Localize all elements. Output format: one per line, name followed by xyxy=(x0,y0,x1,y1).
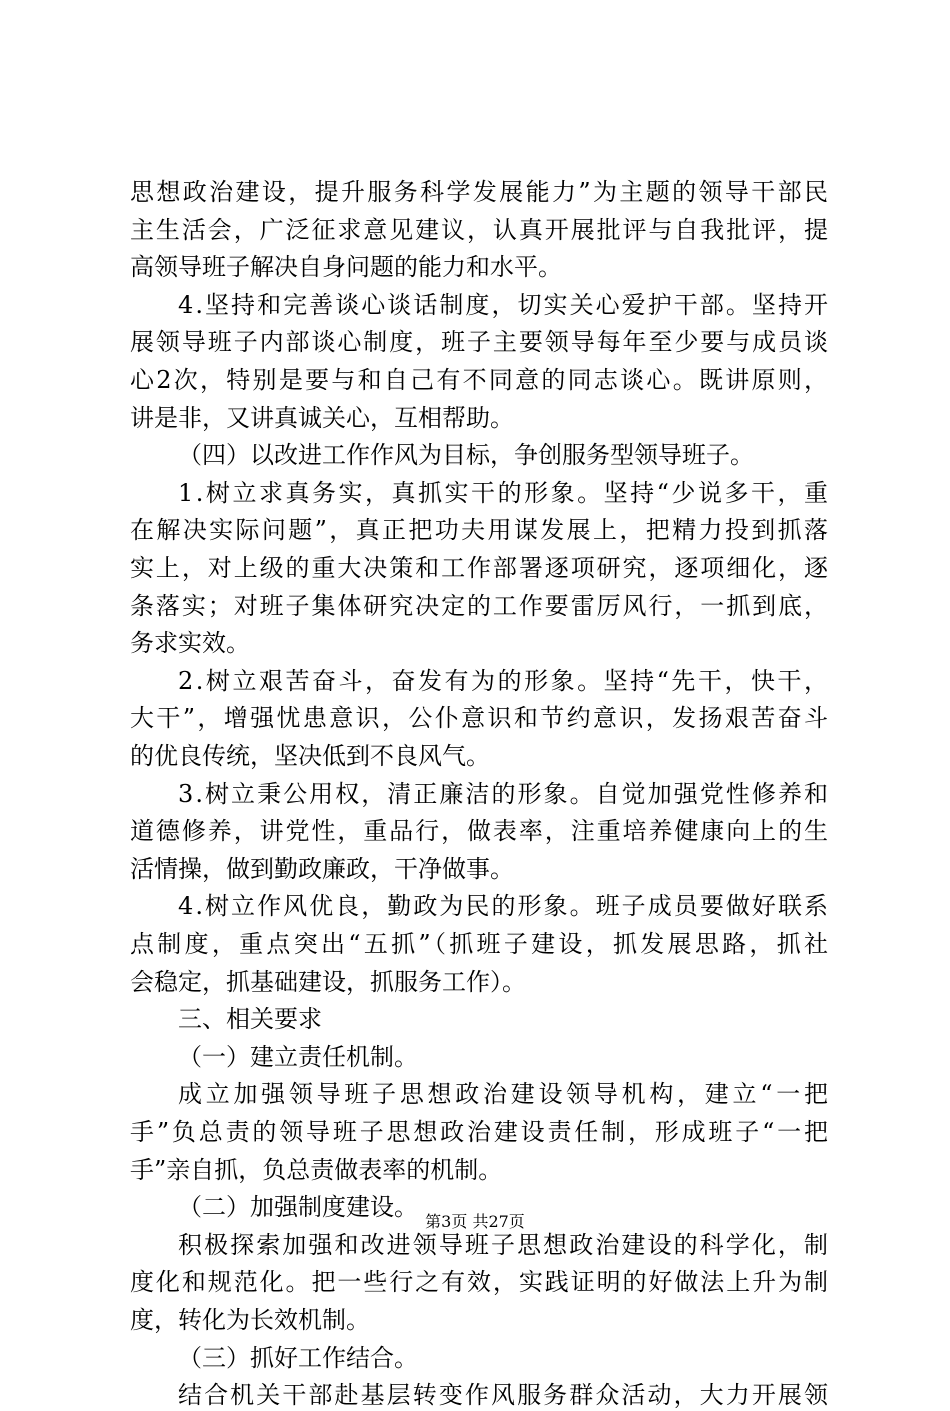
page-footer: 第3页 共27页 xyxy=(425,1212,525,1231)
text-line xyxy=(0,514,950,546)
text-line-content: 在解决实际问题”，真正把功夫用谋发展上，把精力投到抓落 xyxy=(130,516,831,544)
text-line xyxy=(0,251,950,283)
text-line-content: 三、相关要求 xyxy=(178,1005,322,1033)
text-line xyxy=(0,439,950,471)
text-line-content: 思想政治建设，提升服务科学发展能力”为主题的领导干部民 xyxy=(130,178,831,206)
text-line xyxy=(0,289,950,321)
text-line xyxy=(0,890,950,922)
text-line-content: （一）建立责任机制。 xyxy=(178,1043,418,1071)
text-line xyxy=(0,364,950,396)
text-line xyxy=(0,665,950,697)
text-line-content: 2.树立艰苦奋斗，奋发有为的形象。坚持“先干，快干， xyxy=(178,667,831,695)
text-line xyxy=(0,176,950,208)
text-line-content: 会稳定，抓基础建设，抓服务工作）。 xyxy=(130,968,526,996)
text-line-content: 的优良传统，坚决低到不良风气。 xyxy=(130,742,490,770)
text-line xyxy=(0,402,950,434)
text-line-content: 主生活会，广泛征求意见建议，认真开展批评与自我批评，提 xyxy=(130,216,830,244)
text-line-content: 手”亲自抓，负总责做表率的机制。 xyxy=(130,1156,503,1184)
text-line-content: （四）以改进工作作风为目标，争创服务型领导班子。 xyxy=(178,441,754,469)
text-line-content: 活情操，做到勤政廉政，干净做事。 xyxy=(130,855,514,883)
text-line xyxy=(0,1116,950,1148)
text-line-content: 4.树立作风优良，勤政为民的形象。班子成员要做好联系 xyxy=(178,892,831,920)
text-line-content: 心2次，特别是要与和自己有不同意的同志谈心。既讲原则， xyxy=(130,366,831,394)
text-line xyxy=(0,966,950,998)
text-line xyxy=(0,1154,950,1186)
text-line xyxy=(0,1078,950,1110)
text-line-content: 实上，对上级的重大决策和工作部署逐项研究，逐项细化，逐 xyxy=(130,554,830,582)
text-line-content: 讲是非，又讲真诚关心，互相帮助。 xyxy=(130,404,514,432)
text-line-content: 条落实；对班子集体研究决定的工作要雷厉风行，一抓到底， xyxy=(130,592,830,620)
text-line-content: 积极探索加强和改进领导班子思想政治建设的科学化，制 xyxy=(178,1231,831,1259)
text-line-content: 道德修养，讲党性，重品行，做表率，注重培养健康向上的生 xyxy=(130,817,830,845)
text-line-content: 大干”，增强忧患意识，公仆意识和节约意识，发扬艰苦奋斗 xyxy=(130,704,831,732)
text-line-content: 手”负总责的领导班子思想政治建设责任制，形成班子“一把 xyxy=(130,1118,831,1146)
text-line xyxy=(0,1229,950,1261)
text-line-content: 1.树立求真务实，真抓实干的形象。坚持“少说多干，重 xyxy=(178,479,831,507)
text-line-content: 展领导班子内部谈心制度，班子主要领导每年至少要与成员谈 xyxy=(130,328,830,356)
text-line xyxy=(0,627,950,659)
text-line xyxy=(0,590,950,622)
text-line xyxy=(0,1266,950,1298)
text-line xyxy=(0,326,950,358)
text-line xyxy=(0,740,950,772)
text-line xyxy=(0,477,950,509)
text-line-content: 度，转化为长效机制。 xyxy=(130,1306,370,1334)
text-line-content: 度化和规范化。把一些行之有效，实践证明的好做法上升为制 xyxy=(130,1268,830,1296)
text-line xyxy=(0,778,950,810)
text-line-content: 成立加强领导班子思想政治建设领导机构，建立“一把 xyxy=(178,1080,832,1108)
text-line-content: 务求实效。 xyxy=(130,629,250,657)
text-line xyxy=(0,1041,950,1073)
text-line xyxy=(0,1304,950,1336)
text-line xyxy=(0,853,950,885)
text-line xyxy=(0,552,950,584)
text-line-content: 点制度，重点突出“五抓”（抓班子建设，抓发展思路，抓社 xyxy=(130,930,832,958)
text-line-content: （二）加强制度建设。 xyxy=(178,1193,418,1221)
text-line xyxy=(0,214,950,246)
text-line xyxy=(0,815,950,847)
text-line-content: 3.树立秉公用权，清正廉洁的形象。自觉加强党性修养和 xyxy=(178,780,831,808)
text-line-content: 4.坚持和完善谈心谈话制度，切实关心爱护干部。坚持开 xyxy=(178,291,831,319)
text-line xyxy=(0,1379,950,1411)
text-line xyxy=(0,1342,950,1374)
text-line xyxy=(0,928,950,960)
text-line xyxy=(0,702,950,734)
text-line-content: 高领导班子解决自身问题的能力和水平。 xyxy=(130,253,562,281)
text-line-content: 结合机关干部赴基层转变作风服务群众活动，大力开展领 xyxy=(178,1381,831,1409)
text-line xyxy=(0,1003,950,1035)
text-line-content: （三）抓好工作结合。 xyxy=(178,1344,418,1372)
